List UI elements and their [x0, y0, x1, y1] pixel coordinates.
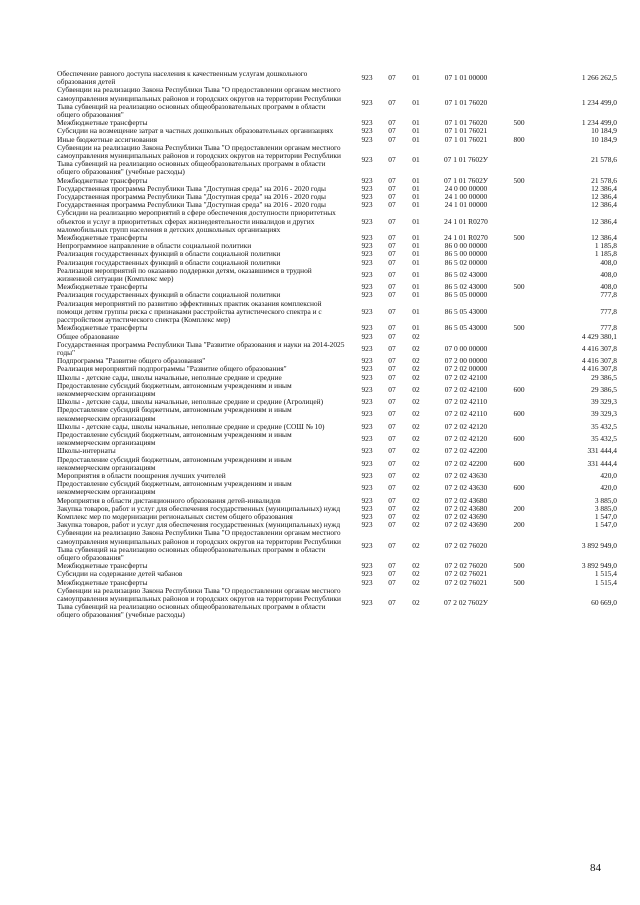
- target-article-code: 86 5 05 43000: [444, 323, 488, 333]
- expense-type-code: 600: [513, 384, 525, 394]
- item-name: Государственная программа Республики Тыва "Развитие образования и науки на 2014-2025 годы": [57, 339, 345, 357]
- section-code: 07: [388, 183, 396, 193]
- table-row: [57, 406, 617, 422]
- table-row: [57, 300, 617, 325]
- ministry-code: 923: [361, 343, 373, 353]
- table-row: [57, 86, 617, 119]
- section-code: 07: [388, 233, 396, 243]
- target-article-code: 07 2 02 43680: [444, 495, 488, 505]
- item-name: Реализация государственных функций в области социальной политики: [57, 249, 281, 259]
- target-article-code: 86 5 02 00000: [444, 257, 488, 267]
- ministry-code: 923: [361, 540, 373, 550]
- target-article-code: 24 1 01 00000: [444, 200, 488, 210]
- subsection-code: 02: [412, 421, 420, 431]
- expense-type-code: 200: [513, 503, 525, 513]
- ministry-code: 923: [361, 183, 373, 193]
- section-code: 07: [388, 73, 396, 83]
- item-name: Субвенции на реализацию Закона Республики Тыва "О предоставлении органам местного самоуправления муниципальных районов и городских округов на территории Республики Тыва субвенций на реализацию основных общеобразовательных программ в области общего образования" (учебные расходы): [57, 142, 341, 177]
- amount: 420,0: [600, 470, 617, 480]
- item-name: Иные бюджетные ассигнования: [57, 134, 158, 144]
- item-name: Субсидии на содержание детей чабанов: [57, 569, 183, 579]
- budget-table: [57, 70, 617, 620]
- section-code: 07: [388, 241, 396, 251]
- subsection-code: 01: [412, 155, 420, 165]
- item-name: Закупка товаров, работ и услуг для обеспечения государственных (муниципальных) нужд: [57, 520, 341, 530]
- ministry-code: 923: [361, 155, 373, 165]
- expense-type-code: 600: [513, 409, 525, 419]
- subsection-code: 02: [412, 503, 420, 513]
- target-article-code: 86 5 05 43000: [444, 306, 488, 316]
- section-code: 07: [388, 97, 396, 107]
- amount: 4 416 307,8: [581, 343, 617, 353]
- section-code: 07: [388, 306, 396, 316]
- target-article-code: 24 1 01 R0270: [444, 233, 488, 243]
- ministry-code: 923: [361, 577, 373, 587]
- item-name: Предоставление субсидий бюджетным, автономным учреждениям и иным некоммерческим организациям: [57, 380, 292, 398]
- table-row: [57, 456, 617, 472]
- table-row: [57, 382, 617, 398]
- subsection-code: 02: [412, 577, 420, 587]
- table-row: [57, 587, 617, 620]
- amount: 408,0: [600, 282, 617, 292]
- amount: 12 386,4: [591, 216, 617, 226]
- subsection-code: 01: [412, 290, 420, 300]
- ministry-code: 923: [361, 306, 373, 316]
- target-article-code: 07 1 01 76021: [444, 134, 488, 144]
- ministry-code: 923: [361, 126, 373, 136]
- target-article-code: 07 2 02 42110: [444, 409, 488, 419]
- subsection-code: 01: [412, 200, 420, 210]
- subsection-code: 02: [412, 397, 420, 407]
- ministry-code: 923: [361, 73, 373, 83]
- target-article-code: 07 1 01 7602У: [443, 155, 489, 165]
- item-name: Предоставление субсидий бюджетным, автономным учреждениям и иным некоммерческим организациям: [57, 429, 292, 448]
- target-article-code: 07 2 02 76021: [444, 577, 488, 587]
- amount: 4 429 380,1: [581, 331, 617, 341]
- expense-type-code: 800: [513, 134, 525, 144]
- ministry-code: 923: [361, 372, 373, 382]
- section-code: 07: [388, 434, 396, 444]
- subsection-code: 01: [412, 126, 420, 136]
- target-article-code: 07 2 02 76020: [444, 561, 488, 571]
- ministry-code: 923: [361, 216, 373, 226]
- target-article-code: 07 2 02 7602У: [443, 598, 489, 608]
- target-article-code: 86 5 00 00000: [444, 249, 488, 259]
- item-name: Реализация мероприятий по развитию эффективных практик оказания комплексной помощи детям группы риска с признаками расстройства аутистического спектра и с расстройством аутистического спектра (Комплекс мер): [57, 298, 322, 325]
- subsection-code: 01: [412, 216, 420, 226]
- amount: 3 885,0: [594, 503, 617, 513]
- ministry-code: 923: [361, 409, 373, 419]
- expense-type-code: 500: [513, 118, 525, 128]
- section-code: 07: [388, 569, 396, 579]
- item-name: Реализация государственных функций в области социальной политики: [57, 257, 281, 267]
- ministry-code: 923: [361, 364, 373, 374]
- ministry-code: 923: [361, 511, 373, 521]
- table-row: [57, 209, 617, 234]
- section-code: 07: [388, 356, 396, 366]
- amount: 331 444,4: [587, 458, 617, 468]
- amount: 1 515,4: [594, 577, 617, 587]
- table-row: [57, 341, 617, 357]
- subsection-code: 01: [412, 192, 420, 202]
- ministry-code: 923: [361, 134, 373, 144]
- target-article-code: 86 5 05 00000: [444, 290, 488, 300]
- table-row: [57, 480, 617, 496]
- subsection-code: 02: [412, 520, 420, 530]
- target-article-code: 07 1 01 00000: [444, 73, 488, 83]
- item-name: Реализация государственных функций в области социальной политики: [57, 290, 281, 300]
- item-name: Обеспечение равного доступа населения к качественным услугам дошкольного образования детей: [57, 69, 308, 87]
- ministry-code: 923: [361, 470, 373, 480]
- expense-type-code: 500: [513, 577, 525, 587]
- expense-type-code: 500: [513, 282, 525, 292]
- item-name: Комплекс мер по модернизации региональных систем общего образования: [57, 511, 293, 521]
- target-article-code: 07 2 02 00000: [444, 364, 488, 374]
- section-code: 07: [388, 384, 396, 394]
- item-name: Государственная программа Республики Тыва "Доступная среда" на 2016 - 2020 годы: [57, 192, 326, 202]
- target-article-code: 07 2 02 43690: [444, 511, 488, 521]
- section-code: 07: [388, 269, 396, 279]
- amount: 29 386,5: [591, 384, 617, 394]
- subsection-code: 02: [412, 495, 420, 505]
- target-article-code: 07 2 02 42110: [444, 397, 488, 407]
- subsection-code: 02: [412, 569, 420, 579]
- amount: 12 386,4: [591, 233, 617, 243]
- table-row: [57, 324, 617, 332]
- subsection-code: 02: [412, 458, 420, 468]
- ministry-code: 923: [361, 257, 373, 267]
- section-code: 07: [388, 134, 396, 144]
- amount: 3 892 949,0: [581, 561, 617, 571]
- item-name: Межбюджетные трансферты: [57, 323, 148, 333]
- item-name: Непрограммное направление в области социальной политики: [57, 241, 252, 251]
- expense-type-code: 600: [513, 483, 525, 493]
- target-article-code: 86 5 02 43000: [444, 282, 488, 292]
- section-code: 07: [388, 155, 396, 165]
- ministry-code: 923: [361, 192, 373, 202]
- item-name: Государственная программа Республики Тыва "Доступная среда" на 2016 - 2020 годы: [57, 183, 326, 193]
- ministry-code: 923: [361, 598, 373, 608]
- subsection-code: 02: [412, 434, 420, 444]
- ministry-code: 923: [361, 269, 373, 279]
- subsection-code: 01: [412, 97, 420, 107]
- table-row: [57, 431, 617, 447]
- section-code: 07: [388, 503, 396, 513]
- section-code: 07: [388, 458, 396, 468]
- section-code: 07: [388, 175, 396, 185]
- item-name: Общее образование: [57, 331, 120, 341]
- target-article-code: 07 1 01 76020: [444, 118, 488, 128]
- section-code: 07: [388, 290, 396, 300]
- amount: 331 444,4: [587, 446, 617, 456]
- item-name: Межбюджетные трансферты: [57, 233, 148, 243]
- item-name: Государственная программа Республики Тыва "Доступная среда" на 2016 - 2020 годы: [57, 200, 326, 210]
- item-name: Школы - детские сады, школы начальные, неполные средние и средние (СОШ № 10): [57, 421, 325, 431]
- target-article-code: 07 0 00 00000: [444, 343, 488, 353]
- table-row: [57, 70, 617, 86]
- ministry-code: 923: [361, 356, 373, 366]
- subsection-code: 02: [412, 511, 420, 521]
- section-code: 07: [388, 323, 396, 333]
- item-name: Реализация мероприятий подпрограммы "Развитие общего образования": [57, 364, 287, 374]
- item-name: Мероприятия в области дистанционного образования детей-инвалидов: [57, 495, 281, 505]
- section-code: 07: [388, 372, 396, 382]
- subsection-code: 01: [412, 282, 420, 292]
- section-code: 07: [388, 446, 396, 456]
- expense-type-code: 500: [513, 561, 525, 571]
- amount: 408,0: [600, 269, 617, 279]
- target-article-code: 07 2 02 42100: [444, 372, 488, 382]
- subsection-code: 02: [412, 343, 420, 353]
- subsection-code: 02: [412, 409, 420, 419]
- expense-type-code: 600: [513, 434, 525, 444]
- item-name: Реализация мероприятий по оказанию поддержки детям, оказавшимся в трудной жизненной ситуации (Комплекс мер): [57, 265, 312, 284]
- amount: 60 669,0: [591, 598, 617, 608]
- item-name: Подпрограмма "Развитие общего образования": [57, 356, 206, 366]
- amount: 12 386,4: [591, 183, 617, 193]
- item-name: Субсидии на возмещение затрат в частных дошкольных образовательных организациях: [57, 126, 334, 136]
- subsection-code: 01: [412, 175, 420, 185]
- section-code: 07: [388, 282, 396, 292]
- target-article-code: 07 1 01 7602У: [443, 175, 489, 185]
- item-name: Межбюджетные трансферты: [57, 577, 148, 587]
- subsection-code: 01: [412, 269, 420, 279]
- target-article-code: 24 1 00 00000: [444, 192, 488, 202]
- ministry-code: 923: [361, 282, 373, 292]
- target-article-code: 07 2 02 42120: [444, 421, 488, 431]
- section-code: 07: [388, 249, 396, 259]
- subsection-code: 02: [412, 372, 420, 382]
- amount: 777,8: [600, 306, 617, 316]
- section-code: 07: [388, 126, 396, 136]
- amount: 3 885,0: [594, 495, 617, 505]
- section-code: 07: [388, 257, 396, 267]
- item-name: Межбюджетные трансферты: [57, 282, 148, 292]
- expense-type-code: 500: [513, 175, 525, 185]
- amount: 10 184,9: [591, 126, 617, 136]
- section-code: 07: [388, 520, 396, 530]
- amount: 1 234 499,0: [581, 118, 617, 128]
- ministry-code: 923: [361, 241, 373, 251]
- target-article-code: 24 0 00 00000: [444, 183, 488, 193]
- subsection-code: 02: [412, 561, 420, 571]
- section-code: 07: [388, 200, 396, 210]
- ministry-code: 923: [361, 384, 373, 394]
- table-row: [57, 144, 617, 177]
- section-code: 07: [388, 364, 396, 374]
- amount: 21 578,6: [591, 175, 617, 185]
- amount: 1 266 262,5: [581, 73, 617, 83]
- expense-type-code: 600: [513, 458, 525, 468]
- section-code: 07: [388, 118, 396, 128]
- ministry-code: 923: [361, 561, 373, 571]
- section-code: 07: [388, 540, 396, 550]
- subsection-code: 02: [412, 470, 420, 480]
- amount: 4 416 307,8: [581, 356, 617, 366]
- ministry-code: 923: [361, 97, 373, 107]
- amount: 1 547,0: [594, 520, 617, 530]
- amount: 1 515,4: [594, 569, 617, 579]
- expense-type-code: 500: [513, 323, 525, 333]
- ministry-code: 923: [361, 434, 373, 444]
- item-name: Субсидии на реализацию мероприятий в сфере обеспечения доступности приоритетных объектов и услуг в приоритетных сферах жизнедеятельности инвалидов и других маломобильных групп населения в детских дошкольных организациях: [57, 208, 336, 234]
- amount: 3 892 949,0: [581, 540, 617, 550]
- amount: 35 432,5: [591, 421, 617, 431]
- ministry-code: 923: [361, 118, 373, 128]
- target-article-code: 86 0 00 00000: [444, 241, 488, 251]
- amount: 35 432,5: [591, 434, 617, 444]
- ministry-code: 923: [361, 331, 373, 341]
- amount: 12 386,4: [591, 192, 617, 202]
- item-name: Субвенции на реализацию Закона Республики Тыва "О предоставлении органам местного самоуправления муниципальных районов и городских округов на территории Республики Тыва субвенций на реализацию основных общеобразовательных программ в области общего образования" (учебные расходы): [57, 585, 341, 620]
- subsection-code: 01: [412, 73, 420, 83]
- ministry-code: 923: [361, 446, 373, 456]
- target-article-code: 07 2 02 42200: [444, 446, 488, 456]
- section-code: 07: [388, 192, 396, 202]
- subsection-code: 01: [412, 233, 420, 243]
- expense-type-code: 500: [513, 233, 525, 243]
- table-row: [57, 529, 617, 562]
- target-article-code: 07 2 02 43680: [444, 503, 488, 513]
- section-code: 07: [388, 470, 396, 480]
- ministry-code: 923: [361, 503, 373, 513]
- amount: 1 185,8: [594, 249, 617, 259]
- amount: 29 386,5: [591, 372, 617, 382]
- subsection-code: 02: [412, 356, 420, 366]
- item-name: Межбюджетные трансферты: [57, 118, 148, 128]
- amount: 1 547,0: [594, 511, 617, 521]
- subsection-code: 01: [412, 183, 420, 193]
- item-name: Субвенции на реализацию Закона Республики Тыва "О предоставлении органам местного самоуправления муниципальных районов и городских округов на территории Республики Тыва субвенций на реализацию основных общеобразовательных программ в области общего образования": [57, 85, 341, 120]
- amount: 408,0: [600, 257, 617, 267]
- subsection-code: 01: [412, 241, 420, 251]
- section-code: 07: [388, 561, 396, 571]
- subsection-code: 02: [412, 331, 420, 341]
- item-name: Предоставление субсидий бюджетным, автономным учреждениям и иным некоммерческим организациям: [57, 405, 292, 423]
- subsection-code: 02: [412, 483, 420, 493]
- subsection-code: 01: [412, 118, 420, 128]
- target-article-code: 07 2 02 76020: [444, 540, 488, 550]
- ministry-code: 923: [361, 233, 373, 243]
- ministry-code: 923: [361, 495, 373, 505]
- ministry-code: 923: [361, 520, 373, 530]
- amount: 39 329,3: [591, 409, 617, 419]
- target-article-code: 07 1 01 76021: [444, 126, 488, 136]
- ministry-code: 923: [361, 483, 373, 493]
- amount: 39 329,3: [591, 397, 617, 407]
- target-article-code: 07 2 02 42200: [444, 458, 488, 468]
- item-name: Школы-интернаты: [57, 446, 116, 456]
- amount: 777,8: [600, 323, 617, 333]
- section-code: 07: [388, 409, 396, 419]
- amount: 4 416 307,8: [581, 364, 617, 374]
- item-name: Мероприятия в области поощрения лучших учителей: [57, 470, 226, 480]
- section-code: 07: [388, 343, 396, 353]
- item-name: Закупка товаров, работ и услуг для обеспечения государственных (муниципальных) нужд: [57, 503, 341, 513]
- amount: 1 234 499,0: [581, 97, 617, 107]
- ministry-code: 923: [361, 200, 373, 210]
- page-number: 84: [590, 862, 601, 874]
- amount: 1 185,8: [594, 241, 617, 251]
- section-code: 07: [388, 397, 396, 407]
- subsection-code: 01: [412, 306, 420, 316]
- target-article-code: 07 2 02 42120: [444, 434, 488, 444]
- section-code: 07: [388, 421, 396, 431]
- ministry-code: 923: [361, 249, 373, 259]
- section-code: 07: [388, 511, 396, 521]
- item-name: Субвенции на реализацию Закона Республики Тыва "О предоставлении органам местного самоуправления муниципальных районов и городских округов на территории Республики Тыва субвенций на реализацию основных общеобразовательных программ в области общего образования": [57, 528, 341, 562]
- amount: 12 386,4: [591, 200, 617, 210]
- item-name: Предоставление субсидий бюджетным, автономным учреждениям и иным некоммерческим организациям: [57, 479, 292, 497]
- ministry-code: 923: [361, 290, 373, 300]
- ministry-code: 923: [361, 458, 373, 468]
- target-article-code: 07 2 02 43630: [444, 470, 488, 480]
- section-code: 07: [388, 495, 396, 505]
- subsection-code: 02: [412, 384, 420, 394]
- subsection-code: 01: [412, 134, 420, 144]
- subsection-code: 02: [412, 540, 420, 550]
- section-code: 07: [388, 483, 396, 493]
- target-article-code: 07 1 01 76020: [444, 97, 488, 107]
- amount: 420,0: [600, 483, 617, 493]
- item-name: Межбюджетные трансферты: [57, 561, 148, 571]
- subsection-code: 01: [412, 257, 420, 267]
- subsection-code: 01: [412, 249, 420, 259]
- item-name: Школы - детские сады, школы начальные, неполные средние и средние: [57, 372, 282, 382]
- target-article-code: 07 2 02 42100: [444, 384, 488, 394]
- subsection-code: 01: [412, 323, 420, 333]
- target-article-code: 24 1 01 R0270: [444, 216, 488, 226]
- table-row: [57, 267, 617, 283]
- target-article-code: 07 2 00 00000: [444, 356, 488, 366]
- target-article-code: 07 2 02 43630: [444, 483, 488, 493]
- subsection-code: 02: [412, 446, 420, 456]
- ministry-code: 923: [361, 421, 373, 431]
- ministry-code: 923: [361, 323, 373, 333]
- section-code: 07: [388, 216, 396, 226]
- amount: 21 578,6: [591, 155, 617, 165]
- target-article-code: 86 5 02 43000: [444, 269, 488, 279]
- item-name: Школы - детские сады, школы начальные, неполные средние и средние (Агролицей): [57, 397, 324, 407]
- expense-type-code: 200: [513, 520, 525, 530]
- section-code: 07: [388, 331, 396, 341]
- target-article-code: 07 2 02 76021: [444, 569, 488, 579]
- item-name: Межбюджетные трансферты: [57, 175, 148, 185]
- subsection-code: 02: [412, 598, 420, 608]
- subsection-code: 02: [412, 364, 420, 374]
- section-code: 07: [388, 577, 396, 587]
- target-article-code: 07 2 02 43690: [444, 520, 488, 530]
- ministry-code: 923: [361, 175, 373, 185]
- amount: 10 184,9: [591, 134, 617, 144]
- ministry-code: 923: [361, 569, 373, 579]
- amount: 777,8: [600, 290, 617, 300]
- section-code: 07: [388, 598, 396, 608]
- ministry-code: 923: [361, 397, 373, 407]
- item-name: Предоставление субсидий бюджетным, автономным учреждениям и иным некоммерческим организациям: [57, 454, 292, 472]
